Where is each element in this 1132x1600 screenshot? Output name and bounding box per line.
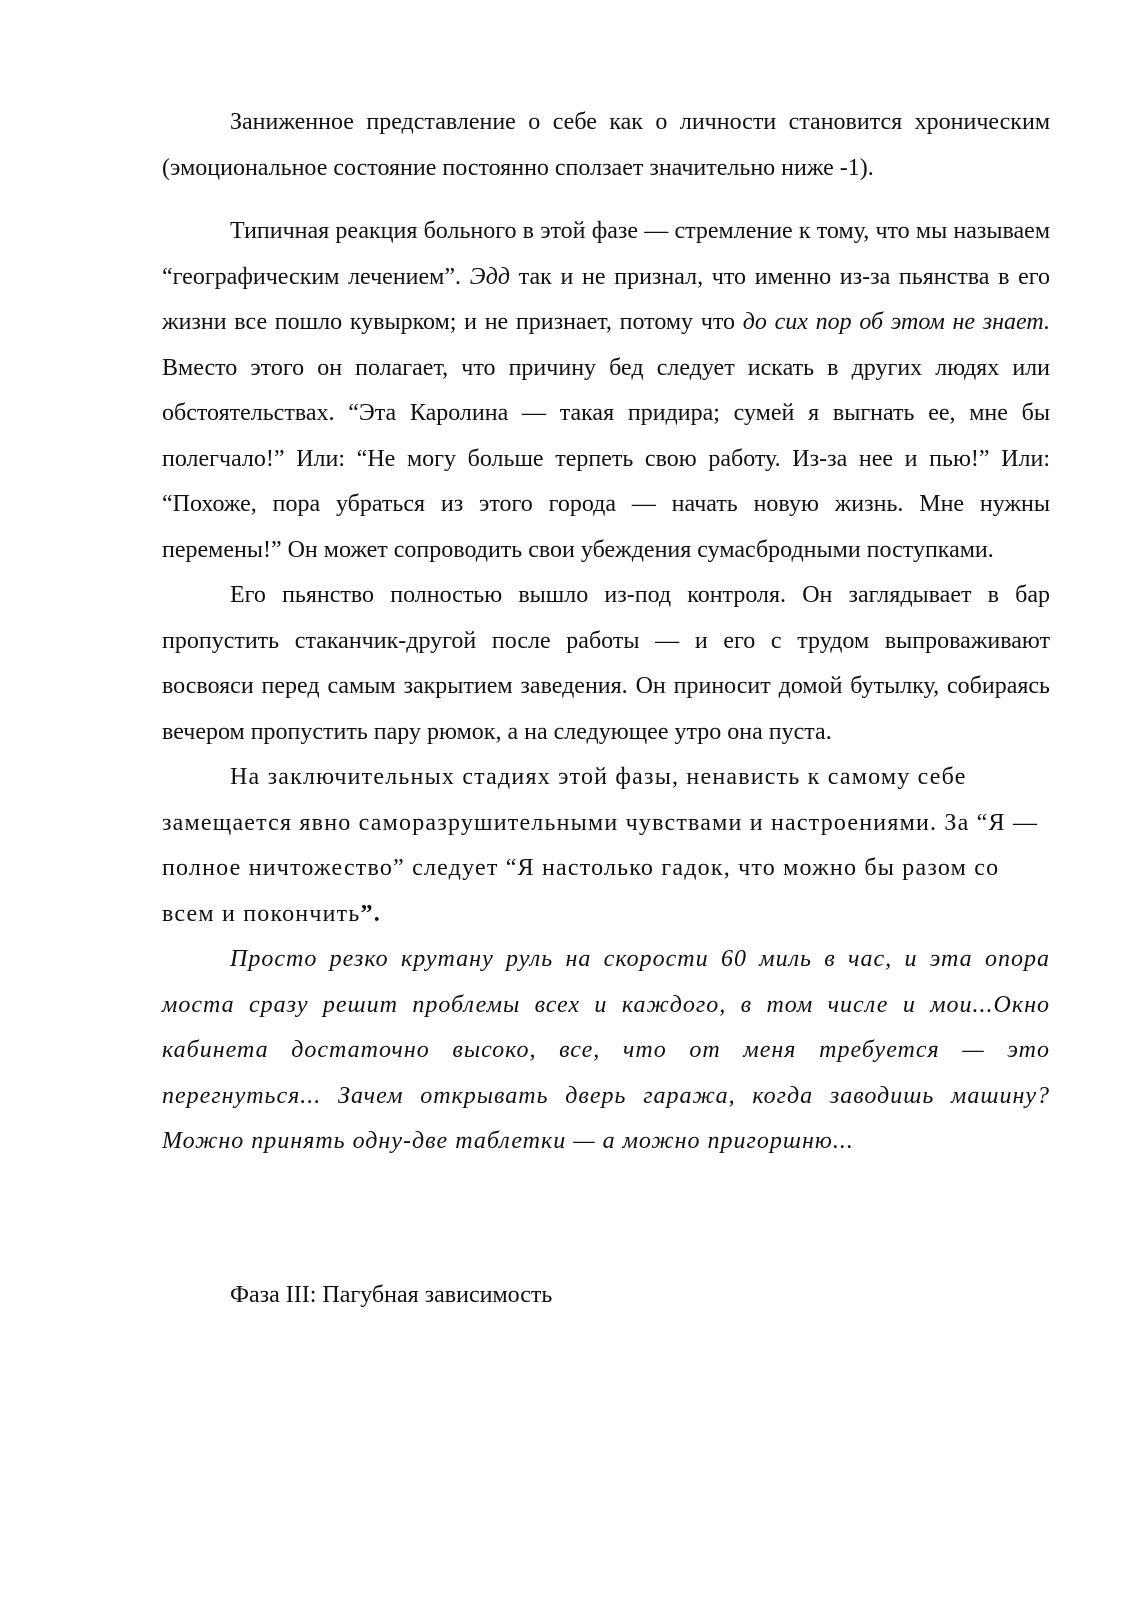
italic-name: Эдд (469, 263, 511, 290)
paragraph-loss-of-control (162, 573, 1050, 755)
paragraph-text: На заключительных стадиях этой фазы, ненависть к самому себе замещается явно саморазрушительными чувствами и настроениями. За “Я — полное ничтожество” следует “Я настолько гадок, что можно бы разом со всем и покончить (162, 764, 1039, 927)
paragraph-text: Просто резко крутану руль на скорости 60 миль в час, и эта опора моста сразу решит проблемы всех и каждого, в том числе и мои...Окно кабинета достаточно высоко, все, что от меня требуется — это перегнуться... Зачем открывать дверь гаража, когда заводишь машину? Можно принять одну-две таблетки — а можно пригоршню... (162, 946, 1050, 1154)
paragraph-inner-monologue (162, 937, 1050, 1165)
paragraph-text: Заниженное представление о себе как о личности становится хроническим (эмоциональное состояние постоянно сползает значительно ниже -1). (162, 109, 1050, 181)
document-page (162, 100, 1050, 1318)
paragraph-text: Его пьянство полностью вышло из-под контроля. Он заглядывает в бар пропустить стаканчик-другой после работы — и его с трудом выпроваживают восвояси перед самым закрытием заведения. Он приносит домой бутылку, собираясь вечером пропустить пару рюмок, а на следующее утро она пуста. (162, 582, 1050, 745)
italic-phrase: до сих пор об этом не знает. (742, 309, 1050, 335)
paragraph-geographic-cure (162, 209, 1050, 573)
paragraph-text: Типичная реакция больного в этой фазе — стремление к тому, что мы называем “географическим лечением”. (162, 218, 1050, 290)
paragraph-final-stages (162, 755, 1050, 937)
bold-closing-quote: ”. (360, 900, 381, 927)
section-heading: Фаза III: Пагубная зависимость (230, 1281, 553, 1308)
paragraph-low-self-image (162, 100, 1050, 191)
paragraph-text: так и не признал, что именно из-за пьянства в его жизни все пошло кувырком; и не признает, потому что (162, 263, 1050, 335)
paragraph-text: Вместо этого он полагает, что причину бед следует искать в других людях или обстоятельствах. “Эта Каролина — такая придира; сумей я выгнать ее, мне бы полегчало!” Или: “Не могу больше терпеть свою работу. Из-за нее и пью!” Или: “Похоже, пора убраться из этого города — начать новую жизнь. Мне нужны перемены!” Он может сопроводить свои убеждения сумасбродными поступками. (162, 354, 1050, 563)
